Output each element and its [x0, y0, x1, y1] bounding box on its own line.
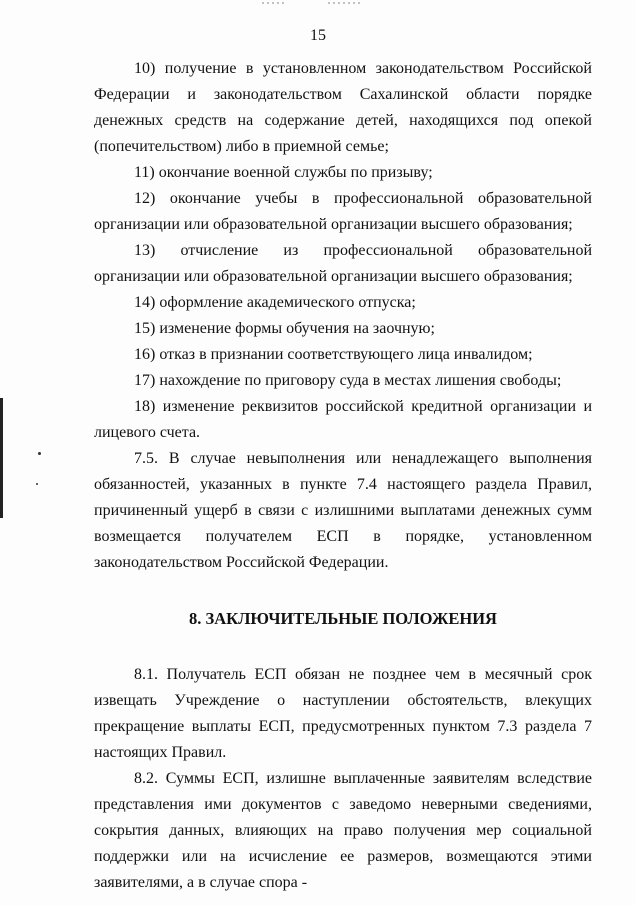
list-item-10: 10) получение в установленном законодательством Российской Федерации и законодательством Сахалинской области порядке денежных средств на содержание детей, находящихся под опекой (попечительством) либо в приемной семье;: [94, 60, 592, 155]
list-item-17: 17) нахождение по приговору суда в местах лишения свободы;: [134, 372, 562, 389]
scan-noise-top-right: [328, 2, 362, 4]
spacer: [94, 632, 592, 662]
clause-7-5: 7.5. В случае невыполнения или ненадлежащего выполнения обязанностей, указанных в пункте 7.4 настоящего раздела Правил, причиненный ущерб в связи с излишними выплатами денежных сумм возмещается получателем ЕСП в порядке, установленном законодательством Российской Федерации.: [94, 450, 592, 571]
list-item-15: 15) изменение формы обучения на заочную;: [134, 320, 435, 337]
spacer: [94, 576, 592, 606]
list-item-18: 18) изменение реквизитов российской кредитной организации и лицевого счета.: [94, 398, 592, 441]
document-body: [94, 56, 592, 896]
section-heading: 8. ЗАКЛЮЧИТЕЛЬНЫЕ ПОЛОЖЕНИЯ: [189, 609, 497, 628]
list-item-14: 14) оформление академического отпуска;: [134, 294, 416, 311]
page-number: 15: [310, 27, 326, 44]
list-item-11: 11) окончание военной службы по призыву;: [134, 164, 433, 181]
list-item-16: 16) отказ в признании соответствующего лица инвалидом;: [134, 346, 533, 363]
list-item-12: 12) окончание учебы в профессиональной образовательной организации или образовательной организации высшего образования;: [94, 190, 592, 233]
scan-noise-top-left: [262, 2, 284, 4]
scan-dot-2: [36, 483, 38, 485]
scan-dot-1: [38, 452, 41, 455]
clause-8-1: 8.1. Получатель ЕСП обязан не позднее чем в месячный срок извещать Учреждение о наступлении обстоятельств, влекущих прекращение выплаты ЕСП, предусмотренных пунктом 7.3 раздела 7 настоящих Правил.: [94, 666, 592, 761]
list-item-13: 13) отчисление из профессиональной образовательной организации или образовательной организации высшего образования;: [94, 242, 592, 285]
clause-8-2: 8.2. Суммы ЕСП, излишне выплаченные заявителям вследствие представления ими документов с заведомо неверными сведениями, сокрытия данных, влияющих на право получения мер социальной поддержки или на исчисление ее размеров, возмещаются этими заявителями, а в случае спора -: [94, 770, 592, 891]
scan-edge-mark: [0, 398, 3, 518]
